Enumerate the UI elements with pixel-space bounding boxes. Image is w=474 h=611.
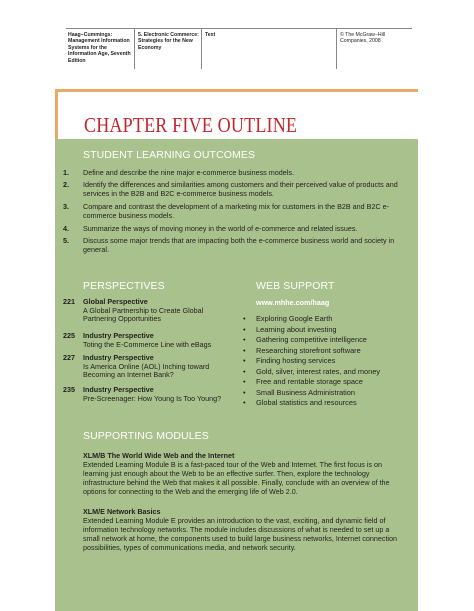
learning-outcomes-heading: STUDENT LEARNING OUTCOMES (83, 149, 256, 161)
perspective-desc: Toting the E-Commerce Line with eBags (83, 339, 212, 349)
outcome-number: 3. (63, 202, 69, 211)
outcome-number: 1. (63, 168, 69, 177)
web-support-item-text: Finding hosting services (256, 356, 336, 365)
header-section: Text (201, 29, 336, 69)
bullet-icon: • (243, 366, 246, 376)
header-copyright: © The McGraw−Hill Companies, 2008 (336, 29, 412, 69)
perspective-desc: Is America Online (AOL) Inching toward Becoming an Internet Bank? (83, 361, 210, 380)
web-support-item-text: Global statistics and resources (256, 398, 357, 407)
bullet-icon: • (243, 345, 246, 355)
web-support-item-text: Free and rentable storage space (256, 377, 363, 386)
outcome-text: Define and describe the nine major e-commerce business models. (83, 168, 294, 177)
web-support-item-text: Exploring Google Earth (256, 314, 333, 323)
bullet-icon: • (243, 335, 246, 344)
web-support-item-text: Learning about investing (256, 324, 337, 334)
header-book-info: Haag−Cummings: Management Information Systems for the Information Age, Seventh Edition (68, 32, 131, 64)
header-chapter: 5. Electronic Commerce: Strategies for the New Economy (134, 29, 201, 69)
supporting-modules-heading: SUPPORTING MODULES (83, 430, 209, 442)
web-support-heading: WEB SUPPORT (256, 280, 335, 292)
module-title: XLM/B The World Wide Web and the Internet (83, 451, 235, 460)
bullet-icon: • (243, 324, 246, 334)
web-support-item-text: Researching storefront software (256, 345, 361, 355)
bullet-icon: • (243, 377, 246, 386)
outcome-number: 5. (63, 236, 69, 245)
web-support-url[interactable]: www.mhhe.com/haag (256, 298, 330, 307)
outcome-number: 4. (63, 224, 69, 233)
perspective-page: 235 (63, 385, 75, 394)
perspective-type: Industry Perspective (83, 353, 154, 362)
outcome-text: Identify the differences and similarities among customers and their perceived value of products and services in the B2B and B2C e-commerce business models. (83, 180, 398, 198)
bullet-icon: • (243, 356, 246, 365)
perspective-type: Global Perspective (83, 297, 148, 306)
module-description: Extended Learning Module B is a fast-paced tour of the Web and Internet. The first focus is on learning just enough about the Web to be an effective surfer. Then, explore the technology infrastructure behind the Web that makes it all possible. Finally, conclude with an overview of the options for connecting to the Web and the emerging life of Web 2.0. (83, 460, 390, 496)
perspective-type: Industry Perspective (83, 385, 154, 394)
perspective-page: 221 (63, 297, 75, 306)
perspective-desc: A Global Partnership to Create Global Partnering Opportunities (83, 305, 204, 324)
perspective-page: 225 (63, 331, 75, 340)
perspective-page: 227 (63, 353, 75, 362)
perspectives-heading: PERSPECTIVES (83, 280, 165, 292)
outcome-text: Discuss some major trends that are impacting both the e-commerce business world and society in general. (83, 236, 395, 254)
outcome-text: Compare and contrast the development of a marketing mix for customers in the B2B and B2C e-commerce business models. (83, 202, 390, 220)
web-support-item-text: Gold, silver, interest rates, and money (256, 366, 381, 376)
outcome-number: 2. (63, 180, 69, 189)
outcome-text: Summarize the ways of moving money in the world of e-commerce and related issues. (83, 224, 358, 233)
module-title: XLM/E Network Basics (83, 507, 161, 516)
outline-panel (55, 89, 418, 611)
title-band (55, 89, 418, 139)
perspective-desc: Pre-Screenager: How Young Is Too Young? (83, 393, 222, 403)
bullet-icon: • (243, 398, 246, 407)
page-header (66, 28, 412, 68)
module-description: Extended Learning Module E provides an introduction to the vast, exciting, and dynamic field of information technology networks. The module includes discussions of what is needed to set up a small network at home, the components used to build large business networks, Internet connection possibilities, types of communications media, and network security. (83, 516, 398, 552)
web-support-item-text: Small Business Administration (256, 387, 355, 397)
web-support-item-text: Gathering competitive intelligence (256, 335, 367, 344)
bullet-icon: • (243, 387, 246, 397)
page-title: CHAPTER FIVE OUTLINE (84, 113, 298, 137)
perspective-type: Industry Perspective (83, 331, 154, 340)
bullet-icon: • (243, 314, 246, 323)
